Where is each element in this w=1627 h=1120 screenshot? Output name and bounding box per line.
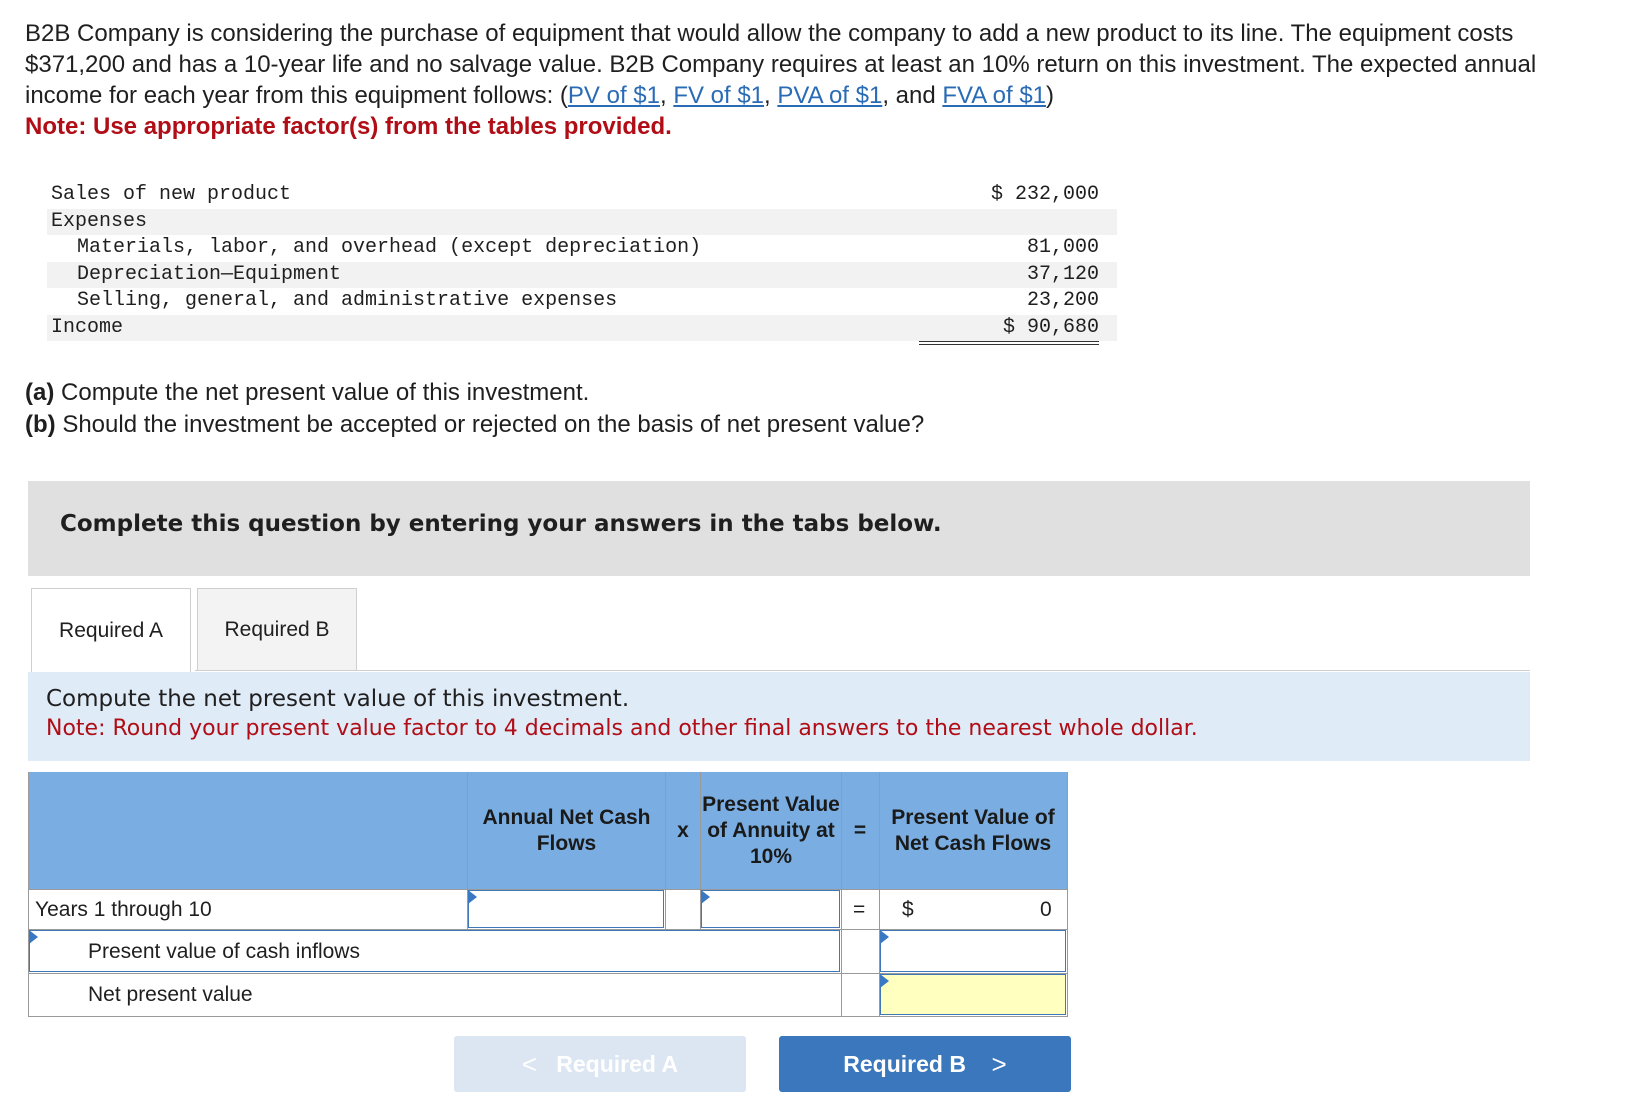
row-label-pv-inflows: Present value of cash inflows xyxy=(88,940,360,963)
statement-label: Sales of new product xyxy=(51,183,292,206)
separator: , xyxy=(764,82,778,109)
grid-line xyxy=(28,1016,1068,1017)
statement-amount: $ 90,680 xyxy=(919,315,1099,346)
instruction-bar xyxy=(28,481,1530,576)
question-a xyxy=(25,377,589,408)
problem-text: B2B Company is considering the purchase of equipment that would allow the company to add a new product to its line. The equipment costs $371,200 and has a 10-year life and no salvage value. B2B Company requires at least an 10% return on this investment. The expected annual income for each year from this equipment follows: ( xyxy=(25,20,1537,109)
question-a-text: Compute the net present value of this investment. xyxy=(54,379,590,406)
chevron-right-icon: > xyxy=(991,1048,1007,1079)
statement-row xyxy=(47,182,1117,209)
close-paren: ) xyxy=(1046,82,1055,109)
row-label-years: Years 1 through 10 xyxy=(35,898,212,921)
problem-statement xyxy=(25,18,1605,142)
problem-note: Note: Use appropriate factor(s) from the tables provided. xyxy=(25,113,672,140)
statement-label: Income xyxy=(51,315,124,339)
statement-amount: 81,000 xyxy=(1026,236,1099,259)
input-marker-icon xyxy=(29,930,38,944)
statement-label: Selling, general, and administrative expenses xyxy=(77,289,618,312)
header-pv-factor: Present Value of Annuity at 10% xyxy=(702,792,840,868)
input-marker-icon xyxy=(701,890,710,904)
statement-amount: $ 232,000 xyxy=(990,183,1099,206)
statement-amount: 37,120 xyxy=(1026,262,1099,286)
statement-amount: 23,200 xyxy=(919,288,1099,316)
link-fv-of-1[interactable]: FV of $1 xyxy=(673,82,765,109)
statement-label: Depreciation—Equipment xyxy=(77,262,342,286)
dollar-sign: $ xyxy=(902,898,914,921)
header-times: x xyxy=(677,818,689,842)
prev-required-a-button[interactable] xyxy=(454,1036,746,1092)
pv-result-value: 0 xyxy=(1040,898,1052,921)
income-statement xyxy=(47,182,1117,341)
statement-label: Expenses xyxy=(51,209,148,233)
next-button-label: Required B xyxy=(843,1050,966,1077)
statement-label: Materials, labor, and overhead (except depreciation) xyxy=(77,236,702,259)
panel-text: Compute the net present value of this investment. xyxy=(46,686,630,712)
grid-line xyxy=(28,772,29,1017)
grid-line xyxy=(841,772,842,1017)
header-annual-net-cash-flows: Annual Net Cash Flows xyxy=(482,805,651,855)
statement-row xyxy=(47,262,1117,289)
question-b-tag: (b) xyxy=(25,411,56,438)
link-fva-of-1[interactable]: FVA of $1 xyxy=(942,82,1047,109)
grid-line xyxy=(665,772,666,929)
link-pv-of-1[interactable]: PV of $1 xyxy=(567,82,660,109)
panel-note: Note: Round your present value factor to 4 decimals and other final answers to the nearest whole dollar. xyxy=(46,716,1198,741)
chevron-left-icon: < xyxy=(521,1048,538,1079)
annual-cash-flow-input[interactable] xyxy=(468,890,664,928)
header-equals: = xyxy=(853,818,867,842)
next-required-b-button[interactable] xyxy=(779,1036,1071,1092)
statement-row xyxy=(47,235,1117,262)
tab-required-b[interactable]: Required B xyxy=(197,588,357,671)
input-marker-icon xyxy=(880,930,889,944)
row-equals: = xyxy=(853,898,866,921)
link-pva-of-1[interactable]: PVA of $1 xyxy=(777,82,883,109)
prev-button-label: Required A xyxy=(556,1050,679,1077)
separator: , xyxy=(659,82,674,109)
npv-input[interactable] xyxy=(880,974,1066,1015)
header-pv-result: Present Value of Net Cash Flows xyxy=(891,805,1055,855)
question-b xyxy=(25,409,924,440)
input-marker-icon xyxy=(468,890,477,904)
tab-required-a[interactable]: Required A xyxy=(31,588,191,672)
instruction-panel xyxy=(28,672,1530,761)
grid-line xyxy=(1067,772,1068,1017)
question-a-tag: (a) xyxy=(25,379,55,406)
pv-inflows-input[interactable] xyxy=(880,930,1066,972)
statement-row xyxy=(47,209,1117,236)
instruction-text: Complete this question by entering your answers in the tabs below. xyxy=(60,511,942,537)
separator: , and xyxy=(882,82,943,109)
question-b-text: Should the investment be accepted or rejected on the basis of net present value? xyxy=(55,411,925,438)
statement-row xyxy=(47,315,1117,342)
pv-factor-input[interactable] xyxy=(701,890,840,928)
tab-divider xyxy=(195,670,1530,671)
statement-row xyxy=(47,288,1117,315)
input-marker-icon xyxy=(880,974,889,988)
row-label-npv: Net present value xyxy=(88,983,253,1006)
